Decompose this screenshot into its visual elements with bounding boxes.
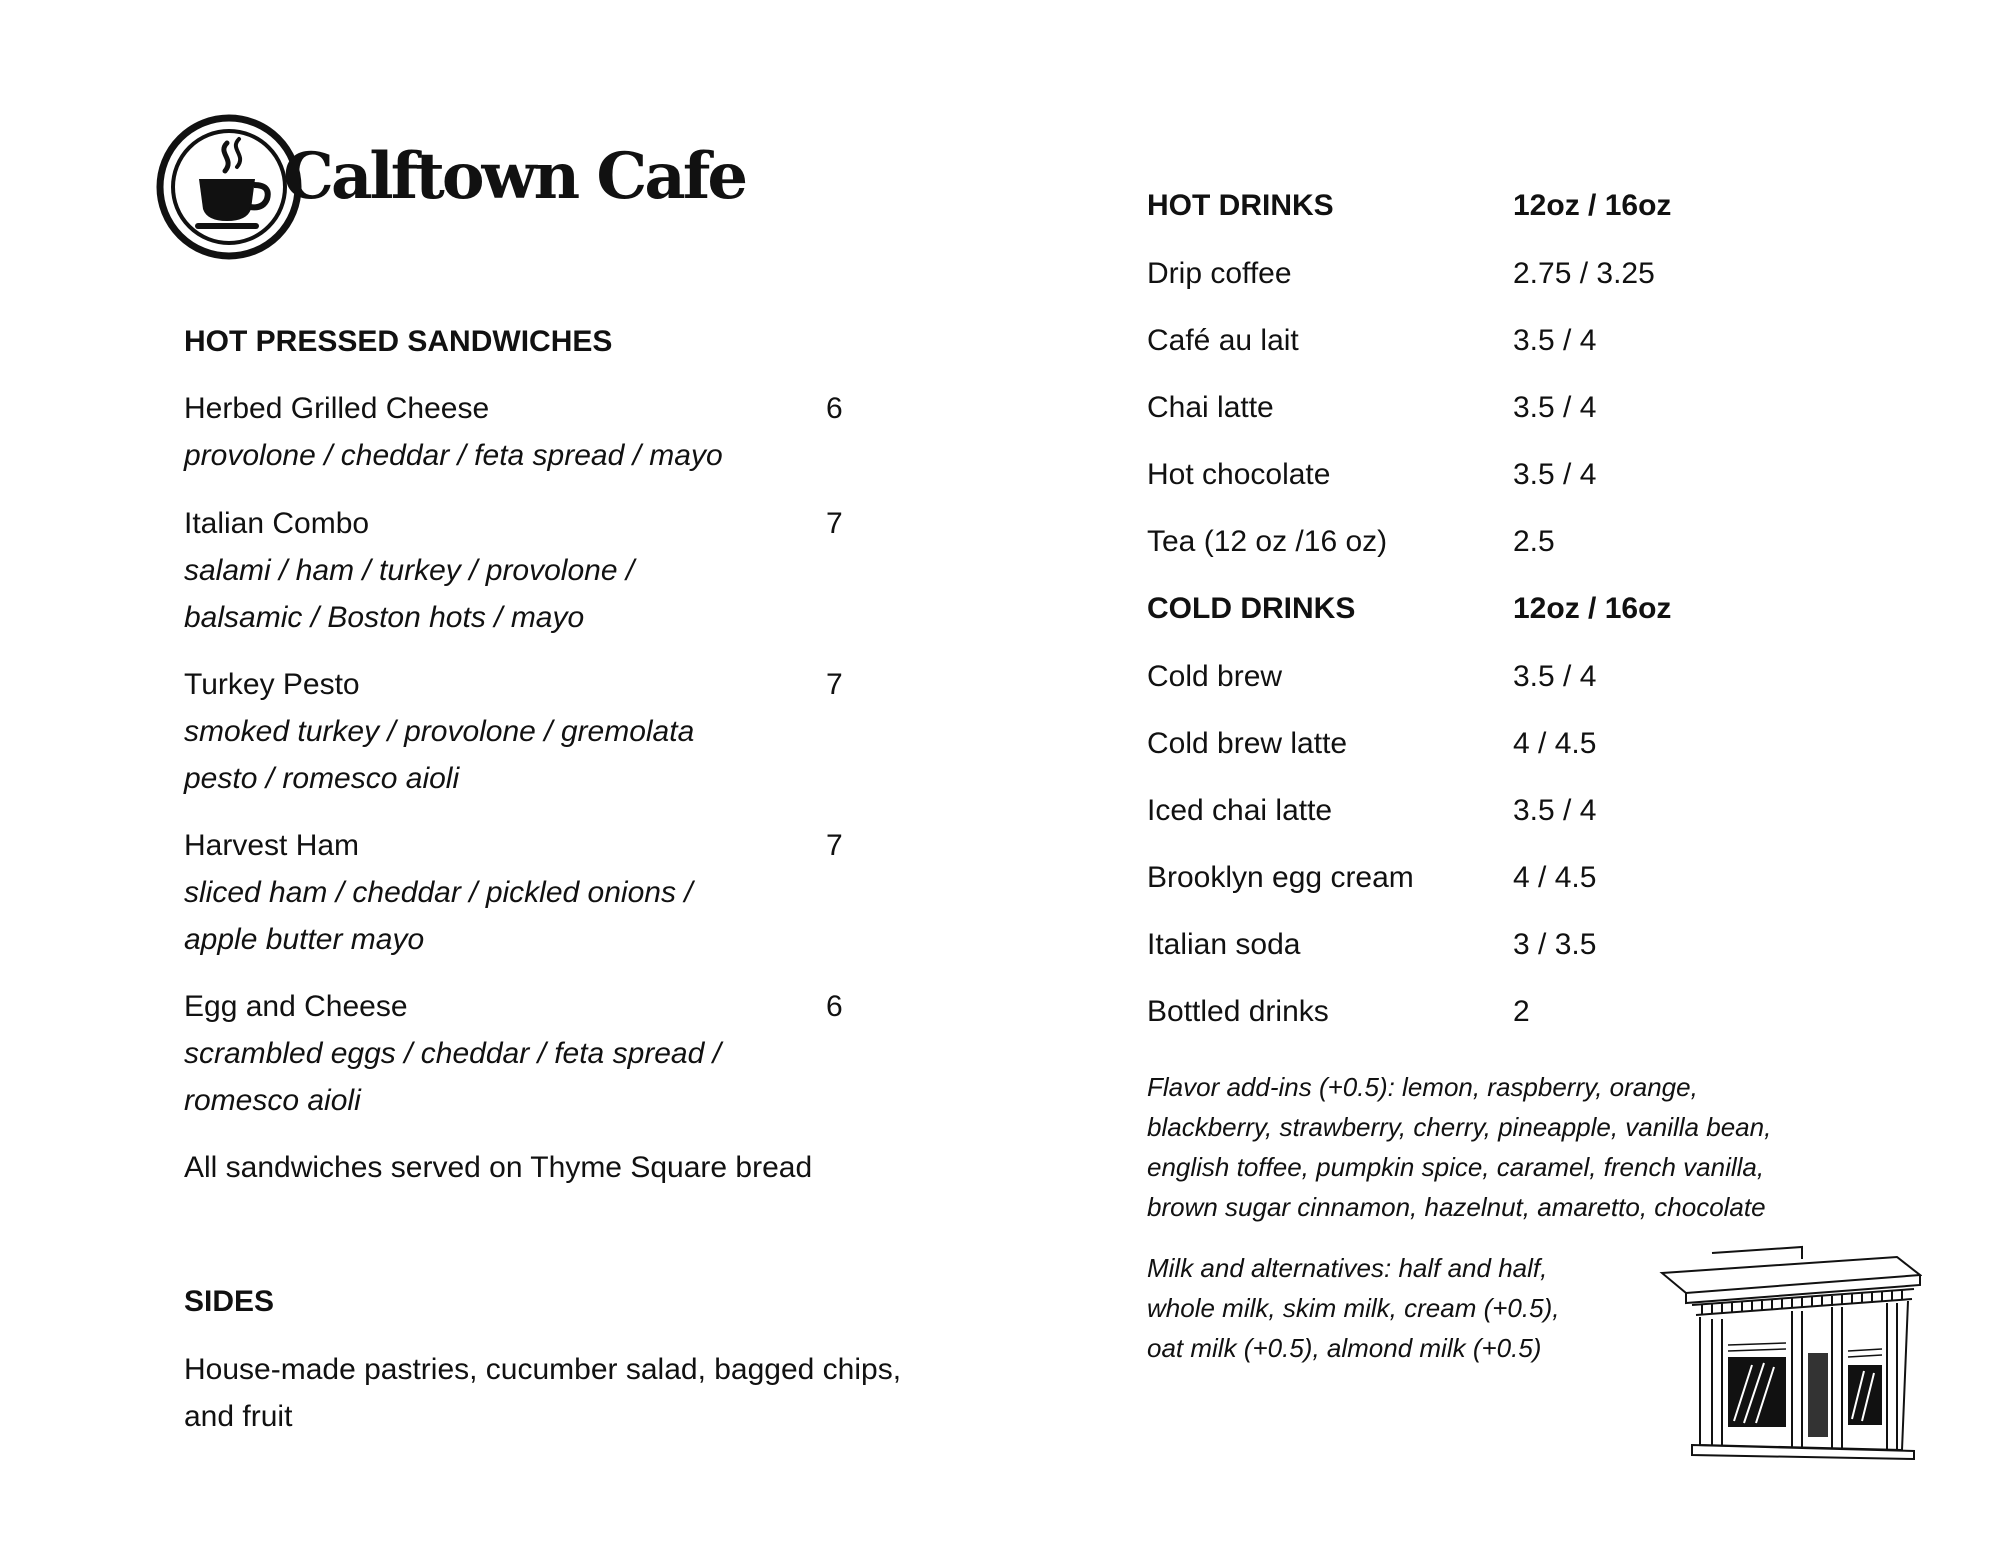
- sandwich-description: salami / ham / turkey / provolone /: [184, 554, 635, 587]
- sides-text: and fruit: [184, 1400, 293, 1433]
- sandwich-name: Turkey Pesto: [184, 668, 360, 701]
- sandwich-description: scrambled eggs / cheddar / feta spread /: [184, 1037, 721, 1070]
- sandwich-description: apple butter mayo: [184, 923, 425, 956]
- sandwich-name: Harvest Ham: [184, 829, 360, 862]
- milk-alternatives-text: oat milk (+0.5), almond milk (+0.5): [1147, 1333, 1542, 1363]
- drink-name: Café au lait: [1147, 324, 1299, 357]
- coffee-cup-icon: [155, 113, 303, 261]
- drink-price: 3 / 3.5: [1513, 928, 1597, 961]
- sandwich-description: sliced ham / cheddar / pickled onions /: [184, 876, 693, 909]
- drink-price: 3.5 / 4: [1513, 391, 1597, 424]
- sandwich-description: provolone / cheddar / feta spread / mayo: [184, 439, 723, 472]
- drink-price: 3.5 / 4: [1513, 324, 1597, 357]
- sides-text: House-made pastries, cucumber salad, bagged chips,: [184, 1353, 902, 1386]
- drink-price: 3.5 / 4: [1513, 660, 1597, 693]
- flavor-addins-text: english toffee, pumpkin spice, caramel, french vanilla,: [1147, 1152, 1765, 1182]
- hot-drinks-size-header: 12oz / 16oz: [1513, 189, 1672, 222]
- sandwich-price: 6: [826, 392, 843, 425]
- flavor-addins-text: brown sugar cinnamon, hazelnut, amaretto, chocolate: [1147, 1192, 1766, 1222]
- sandwich-description: balsamic / Boston hots / mayo: [184, 601, 585, 634]
- drink-name: Italian soda: [1147, 928, 1301, 961]
- drink-price: 3.5 / 4: [1513, 458, 1597, 491]
- sandwich-description: romesco aioli: [184, 1084, 361, 1117]
- drink-name: Tea (12 oz /16 oz): [1147, 525, 1388, 558]
- drink-price: 2.5: [1513, 525, 1555, 558]
- drink-name: Hot chocolate: [1147, 458, 1331, 491]
- sandwich-name: Italian Combo: [184, 507, 370, 540]
- sandwich-price: 7: [826, 829, 843, 862]
- cold-drinks-heading: COLD DRINKS: [1147, 592, 1356, 625]
- drink-name: Cold brew latte: [1147, 727, 1348, 760]
- brand-logo: [155, 113, 765, 261]
- flavor-addins-text: blackberry, strawberry, cherry, pineapple, vanilla bean,: [1147, 1112, 1772, 1142]
- drink-name: Brooklyn egg cream: [1147, 861, 1414, 894]
- cold-drinks-size-header: 12oz / 16oz: [1513, 592, 1672, 625]
- drink-name: Drip coffee: [1147, 257, 1292, 290]
- flavor-addins-text: Flavor add-ins (+0.5): lemon, raspberry, orange,: [1147, 1072, 1698, 1102]
- sandwich-name: Herbed Grilled Cheese: [184, 392, 490, 425]
- drink-name: Bottled drinks: [1147, 995, 1329, 1028]
- sandwiches-heading: HOT PRESSED SANDWICHES: [184, 325, 613, 358]
- hot-drinks-heading: HOT DRINKS: [1147, 189, 1334, 222]
- sandwich-price: 7: [826, 507, 843, 540]
- milk-alternatives-text: Milk and alternatives: half and half,: [1147, 1253, 1548, 1283]
- storefront-building-icon: [1652, 1245, 1922, 1463]
- sandwich-name: Egg and Cheese: [184, 990, 408, 1023]
- sandwich-description: smoked turkey / provolone / gremolata: [184, 715, 695, 748]
- drink-price: 3.5 / 4: [1513, 794, 1597, 827]
- drink-price: 2: [1513, 995, 1530, 1028]
- drink-name: Cold brew: [1147, 660, 1283, 693]
- sandwiches-note: All sandwiches served on Thyme Square bread: [184, 1151, 813, 1184]
- drink-price: 2.75 / 3.25: [1513, 257, 1655, 290]
- sandwich-price: 7: [826, 668, 843, 701]
- sandwich-description: pesto / romesco aioli: [184, 762, 460, 795]
- brand-name: Calftown Cafe: [283, 139, 746, 214]
- drink-price: 4 / 4.5: [1513, 727, 1597, 760]
- drink-name: Iced chai latte: [1147, 794, 1333, 827]
- sandwich-price: 6: [826, 990, 843, 1023]
- milk-alternatives-text: whole milk, skim milk, cream (+0.5),: [1147, 1293, 1560, 1323]
- drink-name: Chai latte: [1147, 391, 1274, 424]
- drink-price: 4 / 4.5: [1513, 861, 1597, 894]
- sides-heading: SIDES: [184, 1285, 275, 1318]
